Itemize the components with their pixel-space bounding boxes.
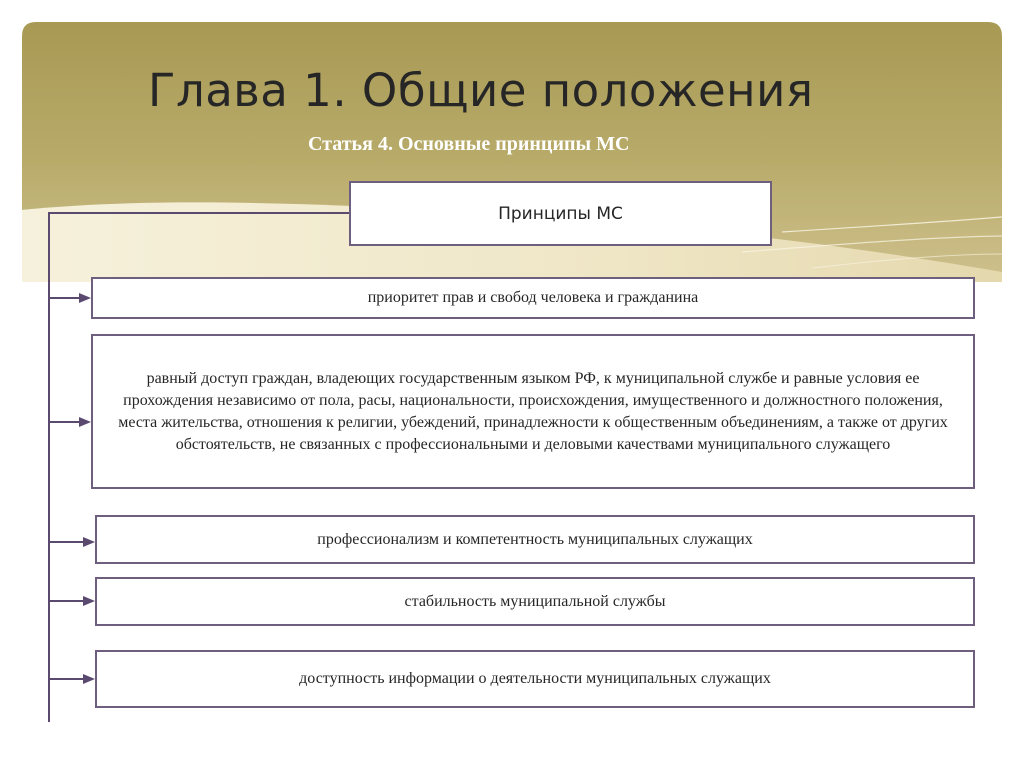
principle-text: приоритет прав и свобод человека и гражданина xyxy=(367,289,699,306)
principle-text: стабильность муниципальной службы xyxy=(404,592,666,610)
root-label: Принципы МС xyxy=(498,203,623,224)
root-principles-box xyxy=(349,181,772,246)
slide-subtitle: Статья 4. Основные принципы МС xyxy=(308,133,630,155)
principle-text: равный доступ граждан, владеющих государственным языком РФ, к муниципальной службе и равные условия ее прохождения независимо от пола, расы, национальности, происхождения, имущественного и должностного положения, места жительства, отношения к религии, убеждений, принадлежности к общественным объединениям, а также от других обстоятельств, не связанных с профессиональными и деловыми качествами муниципального служащего xyxy=(118,369,948,453)
arrow-head-5 xyxy=(83,674,95,684)
slide-title: Глава 1. Общие положения xyxy=(148,64,814,117)
principle-text: доступность информации о деятельности муниципальных служащих xyxy=(299,670,771,687)
principle-box xyxy=(95,577,975,626)
arrow-head-1 xyxy=(79,293,91,303)
arrow-head-3 xyxy=(83,537,95,547)
arrow-head-4 xyxy=(83,596,95,606)
principle-text: профессионализм и компетентность муниципальных служащих xyxy=(317,530,753,548)
principle-box xyxy=(91,334,975,489)
principle-box xyxy=(91,277,975,319)
principle-box xyxy=(95,650,975,708)
principle-box xyxy=(95,515,975,564)
arrow-head-2 xyxy=(79,417,91,427)
